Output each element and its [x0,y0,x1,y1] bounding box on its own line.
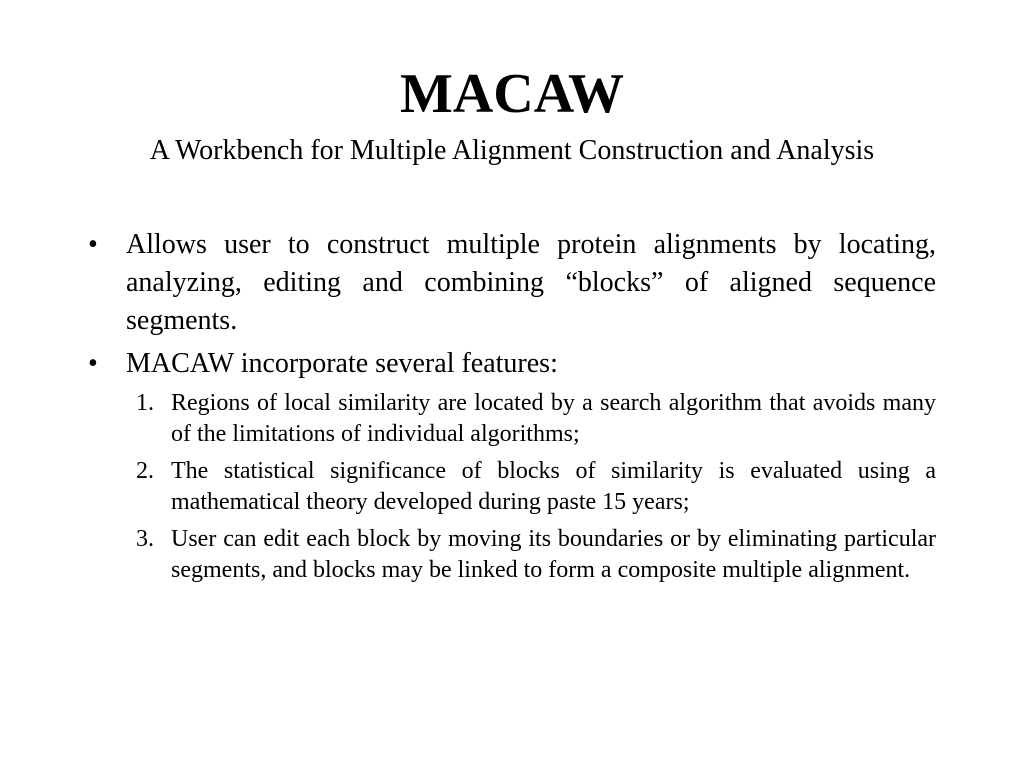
feature-text: The statistical significance of blocks of similarity is evaluated using a mathematical theory developed during paste 15 years; [171,458,936,515]
bullet-item-features [88,345,936,383]
slide-subtitle: A Workbench for Multiple Alignment Construction and Analysis [149,135,875,166]
feature-list [88,388,936,586]
bullet-marker: • [88,229,98,260]
feature-number: 2. [136,458,154,484]
feature-text: Regions of local similarity are located by a search algorithm that avoids many of the limitations of individual algorithms; [171,390,936,447]
bullet-text: MACAW incorporate several features: [126,348,558,379]
feature-item-1 [136,388,936,450]
feature-number: 1. [136,390,154,416]
slide-title: MACAW [400,63,624,125]
bullet-item-construct [88,226,936,340]
feature-text: User can edit each block by moving its boundaries or by eliminating particular segments, and blocks may be linked to form a composite multiple alignment. [171,526,936,583]
slide-body [88,226,936,592]
bullet-text: Allows user to construct multiple protein alignments by locating, analyzing, editing and combining “blocks” of aligned sequence segments. [126,229,936,336]
feature-number: 3. [136,526,154,552]
feature-item-3 [136,524,936,586]
feature-item-2 [136,456,936,518]
bullet-marker: • [88,348,98,379]
title-block [88,56,936,169]
